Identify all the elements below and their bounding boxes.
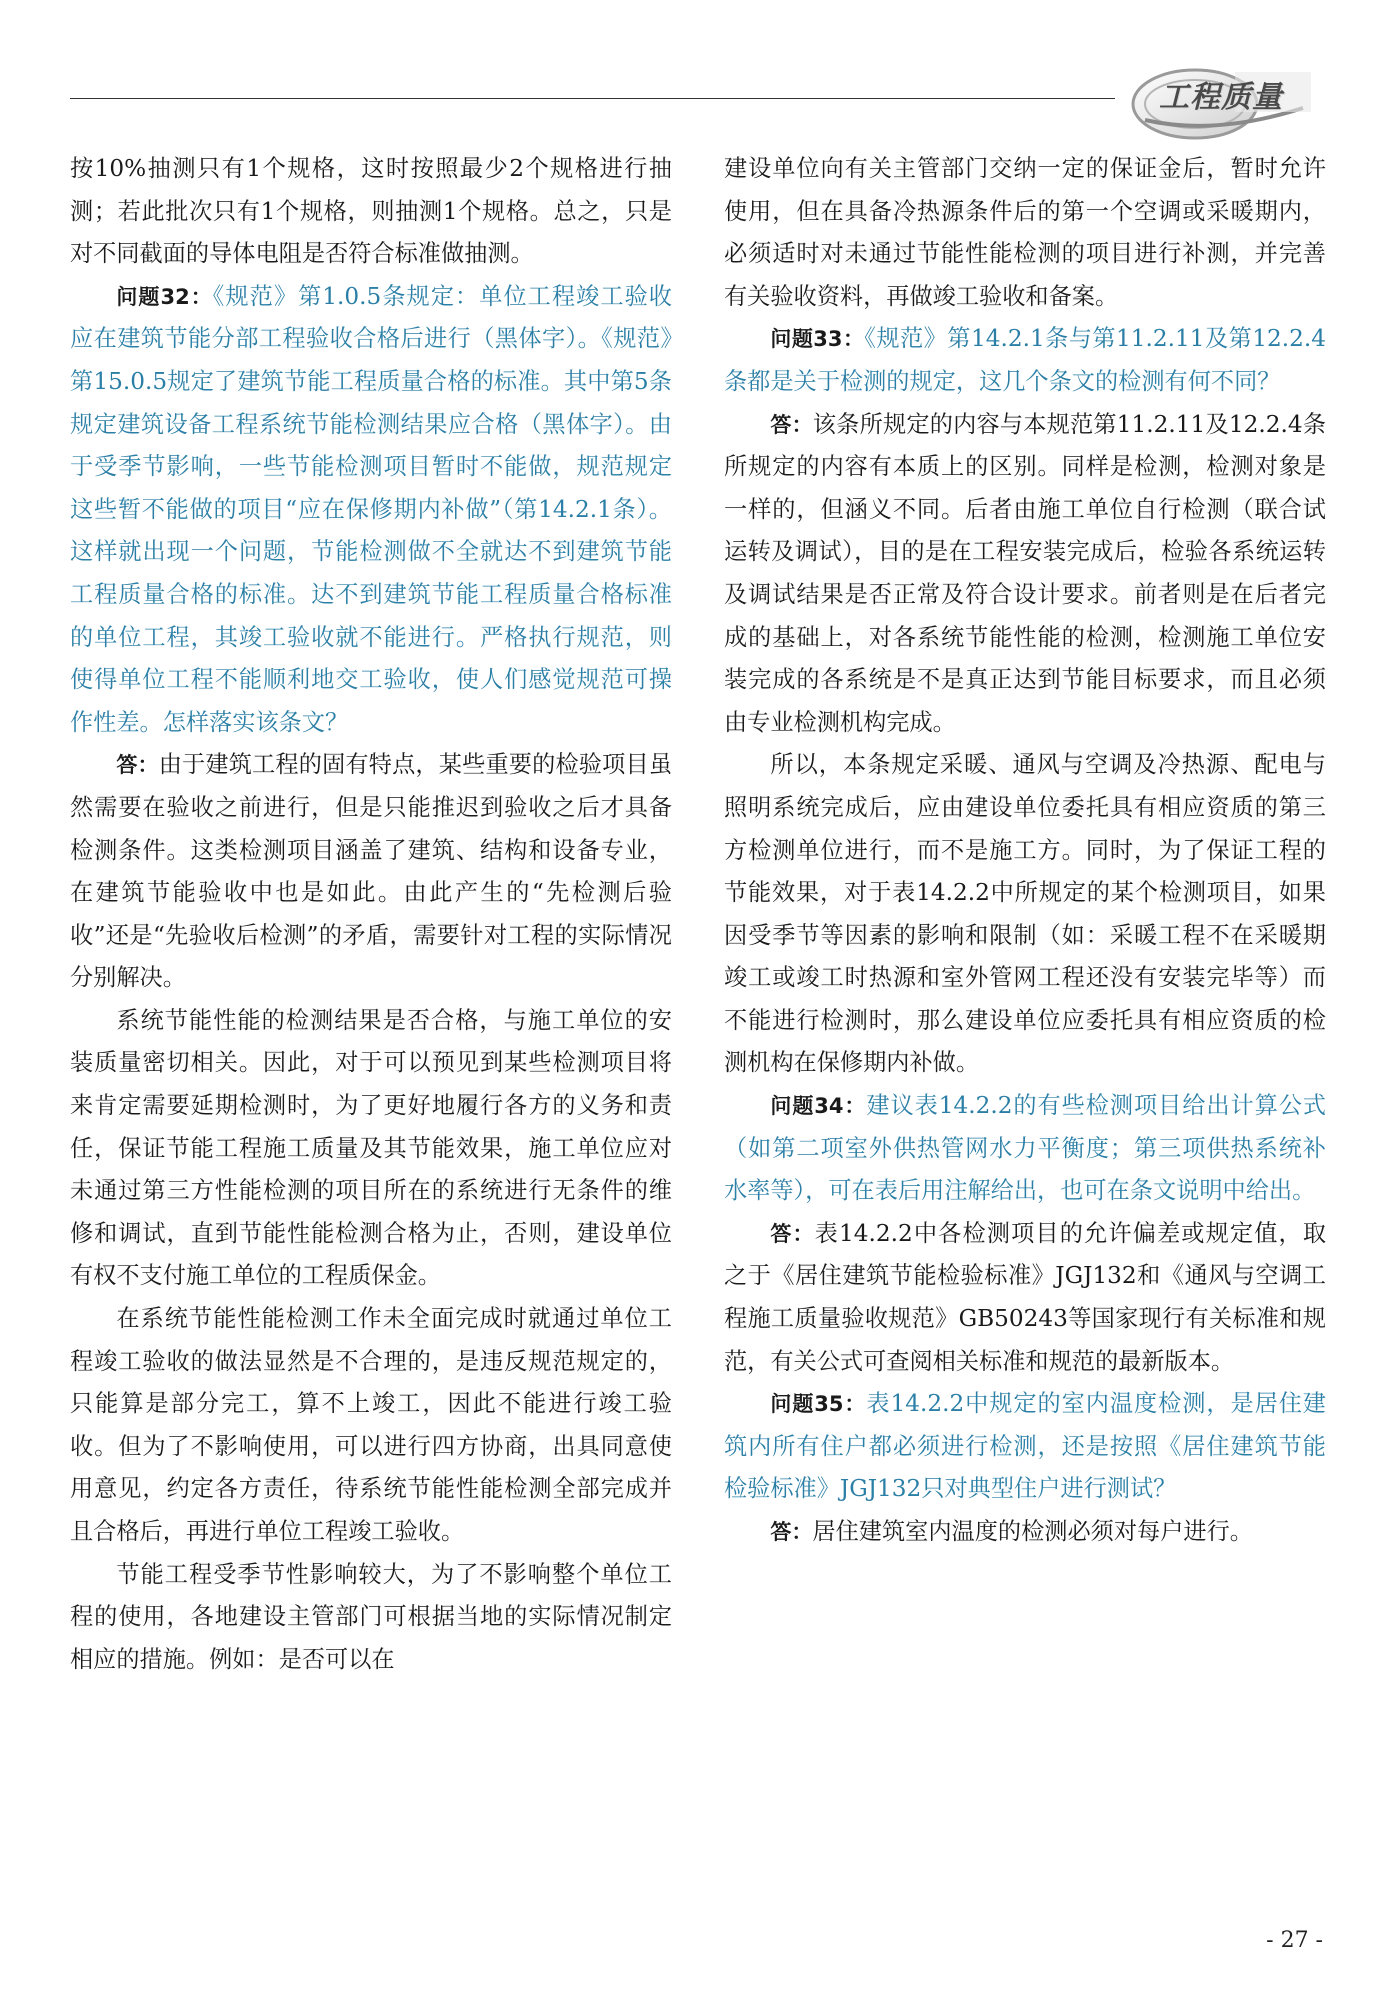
body-paragraph [724, 744, 1326, 1085]
question-label: 问题35： [770, 1392, 867, 1417]
question-text: 《规范》第1.0.5条规定：单位工程竣工验收应在建筑节能分部工程验收合格后进行（黑体字）。《规范》第15.0.5规定了建筑节能工程质量合格的标准。其中第5条规定建筑设备工程系统节能检测结果应合格（黑体字）。由于受季节影响，一些节能检测项目暂时不能做，规范规定这些暂不能做的项目“应在保修期内补做”（第14.2.1条）。这样就出现一个问题，节能检测做不全就达不到建筑节能工程质量合格的标准。达不到建筑节能工程质量合格标准的单位工程，其竣工验收就不能进行。严格执行规范，则使得单位工程不能顺利地交工验收，使人们感觉规范可操作性差。怎样落实该条文？ [70, 282, 672, 736]
paragraph-text: 在系统节能性能检测工作未全面完成时就通过单位工程竣工验收的做法显然是不合理的，是违反规范规定的，只能算是部分完工，算不上竣工，因此不能进行竣工验收。但为了不影响使用，可以进行四方协商，出具同意使用意见，约定各方责任，待系统节能性能检测全部完成并且合格后，再进行单位工程竣工验收。 [70, 1305, 672, 1545]
body-paragraph [724, 148, 1326, 318]
question-text: 表14.2.2中规定的室内温度检测，是居住建筑内所有住户都必须进行检测，还是按照《居住建筑节能检验标准》JGJ132只对典型住户进行测试？ [724, 1390, 1326, 1503]
body-paragraph [70, 1554, 672, 1682]
answer-label: 答： [116, 753, 159, 778]
answer-label: 答： [770, 1520, 813, 1544]
question-paragraph [724, 318, 1326, 403]
answer-paragraph [724, 404, 1326, 745]
paragraph-text: 系统节能性能的检测结果是否合格，与施工单位的安装质量密切相关。因此，对于可以预见到某些检测项目将来肯定需要延期检测时，为了更好地履行各方的义务和责任，保证节能工程施工质量及其节能效果，施工单位应对未通过第三方性能检测的项目所在的系统进行无条件的维修和调试，直到节能性能检测合格为止，否则，建设单位有权不支付施工单位的工程质保金。 [70, 1006, 672, 1290]
page-number: - 27 - [1266, 1928, 1323, 1953]
paragraph-text: 节能工程受季节性影响较大，为了不影响整个单位工程的使用，各地建设主管部门可根据当地的实际情况制定相应的措施。例如：是否可以在 [70, 1560, 672, 1673]
question-text: 建议表14.2.2的有些检测项目给出计算公式（如第二项室外供热管网水力平衡度；第三项供热系统补水率等），可在表后用注解给出，也可在条文说明中给出。 [724, 1092, 1326, 1205]
question-text: 《规范》第14.2.1条与第11.2.11及第12.2.4条都是关于检测的规定，这几个条文的检测有何不同？ [724, 325, 1326, 395]
question-label: 问题32： [116, 284, 213, 309]
left-column [70, 148, 672, 1681]
answer-paragraph [724, 1213, 1326, 1383]
paragraph-text: 该条所规定的内容与本规范第11.2.11及12.2.4条所规定的内容有本质上的区别。同样是检测，检测对象是一样的，但涵义不同。后者由施工单位自行检测（联合试运转及调试），目的是在工程安装完成后，检验各系统运转及调试结果是否正常及符合设计要求。前者则是在后者完成的基础上，对各系统节能性能的检测，检测施工单位安装完成的各系统是不是真正达到节能目标要求，而且必须由专业检测机构完成。 [724, 410, 1327, 736]
question-label: 问题34： [770, 1094, 867, 1119]
question-label: 问题33： [770, 327, 865, 352]
header-rule [70, 98, 1115, 99]
paragraph-text: 按10%抽测只有1个规格，这时按照最少2个规格进行抽测；若此批次只有1个规格，则抽测1个规格。总之，只是对不同截面的导体电阻是否符合标准做抽测。 [70, 155, 672, 268]
answer-label: 答： [770, 1221, 815, 1246]
logo-text: 工程质量 [1159, 80, 1283, 115]
answer-label: 答： [770, 412, 813, 437]
paragraph-text: 所以，本条规定采暖、通风与空调及冷热源、配电与照明系统完成后，应由建设单位委托具有相应资质的第三方检测单位进行，而不是施工方。同时，为了保证工程的节能效果，对于表14.2.2中所规定的某个检测项目，如果因受季节等因素的影响和限制（如：采暖工程不在采暖期竣工或竣工时热源和室外管网工程还没有安装完毕等）而不能进行检测时，那么建设单位应委托具有相应资质的检测机构在保修期内补做。 [724, 751, 1326, 1077]
journal-logo [1125, 58, 1315, 144]
paragraph-text: 建设单位向有关主管部门交纳一定的保证金后，暂时允许使用，但在具备冷热源条件后的第一个空调或采暖期内，必须适时对未通过节能性能检测的项目进行补测，并完善有关验收资料，再做竣工验收和备案。 [724, 155, 1326, 310]
body-paragraph [70, 1298, 672, 1554]
answer-paragraph [724, 1511, 1326, 1554]
answer-paragraph [70, 744, 672, 1000]
right-column [724, 148, 1326, 1554]
question-paragraph [70, 276, 672, 745]
paragraph-text: 居住建筑室内温度的检测必须对每户进行。 [812, 1518, 1253, 1545]
question-paragraph [724, 1383, 1326, 1511]
paragraph-text: 表14.2.2中各检测项目的允许偏差或规定值，取之于《居住建筑节能检验标准》JGJ132和《通风与空调工程施工质量验收规范》GB50243等国家现行有关标准和规范，有关公式可查阅相关标准和规范的最新版本。 [724, 1219, 1327, 1375]
question-paragraph [724, 1085, 1326, 1213]
paragraph-text: 由于建筑工程的固有特点，某些重要的检验项目虽然需要在验收之前进行，但是只能推迟到验收之后才具备检测条件。这类检测项目涵盖了建筑、结构和设备专业，在建筑节能验收中也是如此。由此产生的“先检测后验收”还是“先验收后检测”的矛盾，需要针对工程的实际情况分别解决。 [70, 751, 673, 992]
body-paragraph [70, 1000, 672, 1298]
body-paragraph [70, 148, 672, 276]
